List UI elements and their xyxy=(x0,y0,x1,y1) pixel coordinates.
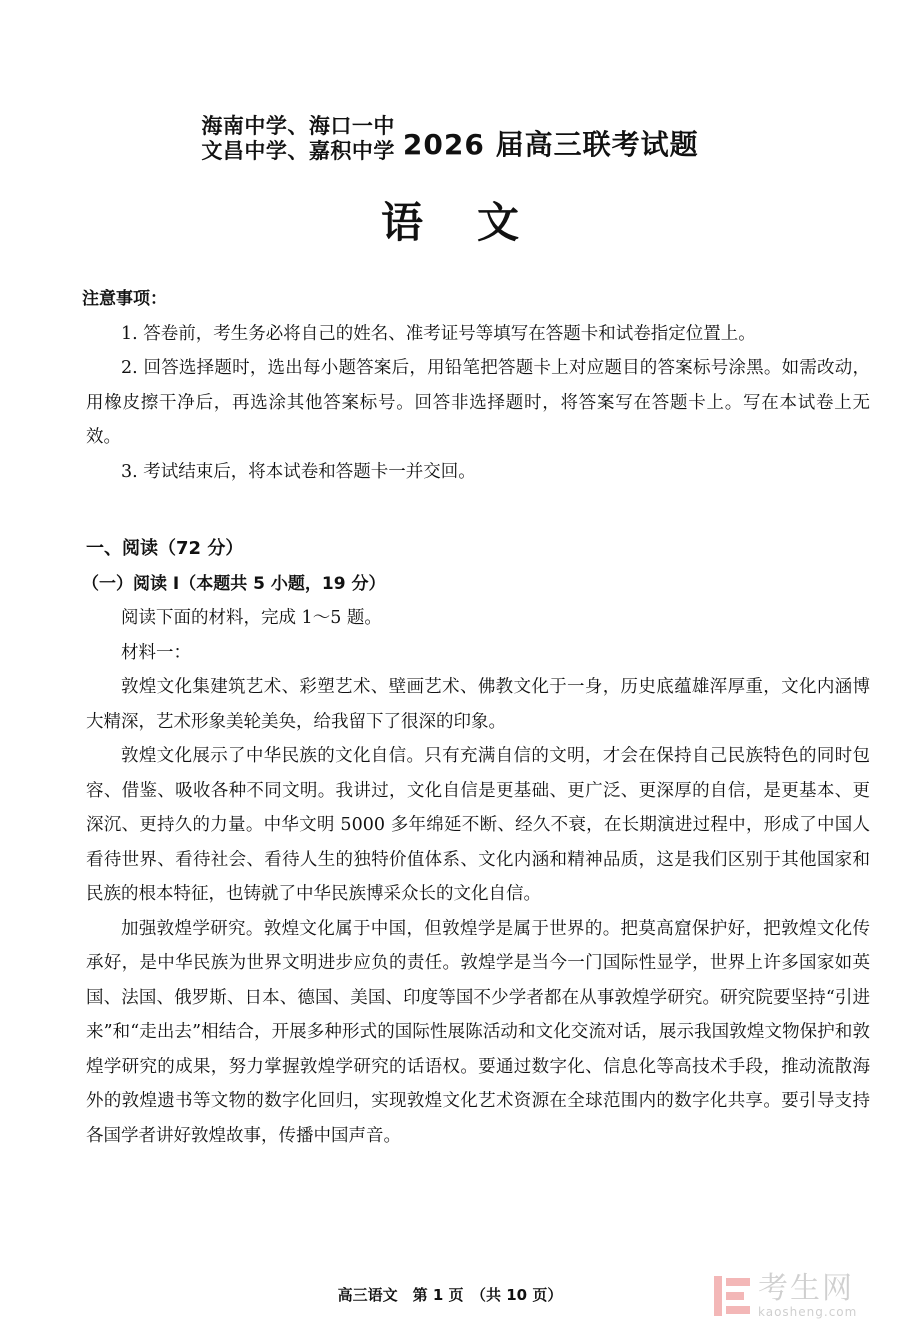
notes-title: 注意事项： xyxy=(82,289,167,309)
school-line-1: 海南中学、海口一中 xyxy=(201,114,395,138)
watermark-en: kaosheng.com xyxy=(758,1305,858,1319)
subject-title: 语文 xyxy=(380,198,573,247)
note-item-2: 2. 回答选择题时，选出每小题答案后，用铅笔把答题卡上对应题目的答案标号涂黑。如需改动，用橡皮擦干净后，再选涂其他答案标号。回答非选择题时，将答案写在答题卡上。写在本试卷上无效。 xyxy=(86,358,870,447)
paragraph-3: 加强敦煌学研究。敦煌文化属于中国，但敦煌学是属于世界的。把莫高窟保护好，把敦煌文化传承好，是中华民族为世界文明进步应负的责任。敦煌学是当今一门国际性显学，世界上许多国家如英国、法国、俄罗斯、日本、德国、美国、印度等国不少学者都在从事敦煌学研究。研究院要坚持“引进来”和“走出去”相结合，开展多种形式的国际性展陈活动和文化交流对话，展示我国敦煌文物保护和敦煌学研究的成果，努力掌握敦煌学研究的话语权。要通过数字化、信息化等高技术手段，推动流散海外的敦煌遗书等文物的数字化回归，实现敦煌文化艺术资源在全球范围内的数字化共享。要引导支持各国学者讲好敦煌故事，传播中国声音。 xyxy=(86,918,870,1146)
watermark-cn: 考生网 xyxy=(758,1271,854,1306)
section-title: 一、阅读（72 分） xyxy=(86,538,244,559)
exam-name: 2026 届高三联考试题 xyxy=(402,128,699,161)
material-label: 材料一： xyxy=(121,642,191,663)
paragraph-1: 敦煌文化集建筑艺术、彩塑艺术、壁画艺术、佛教文化于一身，历史底蕴雄浑厚重，文化内涵博大精深，艺术形象美轮美奂，给我留下了很深的印象。 xyxy=(86,677,870,732)
reading-section xyxy=(82,532,870,1153)
sub-section-title: （一）阅读 I（本题共 5 小题，19 分） xyxy=(82,573,386,594)
watermark-text xyxy=(758,1273,857,1319)
exam-header xyxy=(0,114,900,164)
instruction: 阅读下面的材料，完成 1～5 题。 xyxy=(121,608,382,628)
school-line-2: 文昌中学、嘉积中学 xyxy=(201,139,395,163)
kaosheng-logo-icon xyxy=(712,1274,752,1318)
note-item-1: 1. 答卷前，考生务必将自己的姓名、准考证号等填写在答题卡和试卷指定位置上。 xyxy=(121,323,756,344)
page-footer: 高三语文 第 1 页 （共 10 页） xyxy=(337,1286,563,1304)
school-names xyxy=(201,114,395,164)
paragraph-2: 敦煌文化展示了中华民族的文化自信。只有充满自信的文明，才会在保持自己民族特色的同时包容、借鉴、吸收各种不同文明。我讲过，文化自信是更基础、更广泛、更深厚的自信，是更基本、更深沉、更持久的力量。中华文明 5000 多年绵延不断、经久不衰，在长期演进过程中，形成了中国人看待世界、看待社会、看待人生的独特价值体系、文化内涵和精神品质，这是我们区别于其他国家和民族的根本特征，也铸就了中华民族博采众长的文化自信。 xyxy=(86,746,870,904)
watermark xyxy=(712,1268,882,1324)
notes-block xyxy=(82,282,870,489)
note-item-3: 3. 考试结束后，将本试卷和答题卡一并交回。 xyxy=(121,461,476,482)
